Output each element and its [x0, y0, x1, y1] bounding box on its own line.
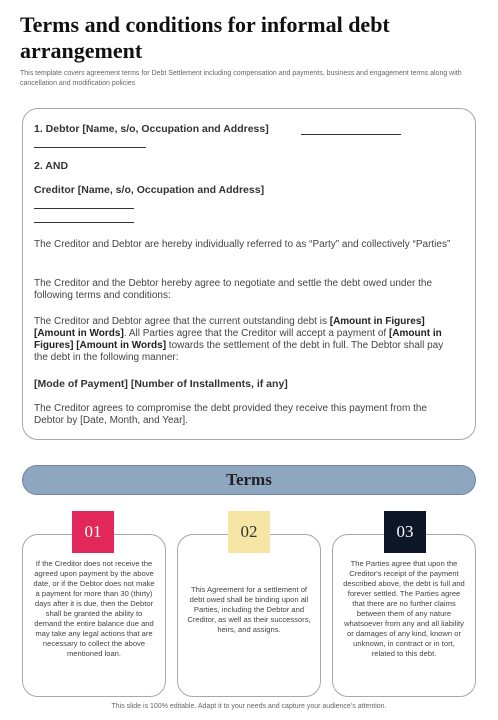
term-card-1	[22, 534, 166, 697]
debtor-name-line	[301, 134, 401, 135]
term-number-badge: 02	[228, 511, 270, 553]
mode-of-payment-heading: [Mode of Payment] [Number of Installments, if any]	[34, 378, 288, 390]
term-text: This Agreement for a settlement of debt owed shall be binding upon all Parties, including the Debtor and Creditor, as well as their successors, heirs, and assigns.	[187, 585, 311, 634]
term-card-3	[332, 534, 476, 697]
terms-heading-bar: Terms	[22, 465, 476, 495]
amount-placeholder-1: [Amount in Figures] [Amount in Words]	[34, 316, 425, 339]
agreement-card	[22, 108, 476, 440]
creditor-heading: Creditor [Name, s/o, Occupation and Address]	[34, 184, 265, 196]
agreement-intro-text: The Creditor and the Debtor hereby agree to negotiate and settle the debt owed under the following terms and conditions:	[34, 278, 433, 301]
term-card-2	[177, 534, 321, 697]
debtor-address-line	[34, 147, 146, 148]
term-number-badge: 03	[384, 511, 426, 553]
creditor-name-line	[34, 208, 134, 209]
term-text: The Parties agree that upon the Creditor's receipt of the payment described above, the debt is full and forever settled. The Parties agree that there are no further claims between them of any nature whatsoever from any and all liability or damages of any kind, known or unknown, in contract or in tort, related to this debt.	[343, 559, 465, 658]
page-title: Terms and conditions for informal debt arrangement	[20, 12, 390, 63]
term-text: If the Creditor does not receive the agreed upon payment by the above date, or if the Debtor does not make a payment for more than 30 (thirty) days after it is due, then the Debtor shall be granted the ability to demand the entire balance due and may take any legal actions that are necessary to collect the above mentioned loan.	[33, 559, 155, 658]
party-definition-text: The Creditor and Debtor are hereby individually referred to as “Party” and collectively “Parties”	[34, 239, 451, 250]
debtor-heading: 1. Debtor [Name, s/o, Occupation and Address]	[34, 123, 269, 135]
and-heading: 2. AND	[34, 160, 69, 172]
debt-amount-text: The Creditor and Debtor agree that the current outstanding debt is [Amount in Figures] [Amount in Words]. All Parties agree that the Creditor will accept a payment of [Amount in Figures] [Amount in Words] towards the settlement of the debt in full. The Debtor shall pay the debt in the following manner:	[34, 316, 444, 363]
page-subtitle: This template covers agreement terms for Debt Settlement including compensation and payments, business and engagement terms along with cancellation and modification policies	[20, 70, 462, 87]
amount-placeholder-2: [Amount in Figures] [Amount in Words]	[34, 328, 442, 351]
compromise-text: The Creditor agrees to compromise the debt provided they receive this payment from the Debtor by [Date, Month, and Year].	[34, 403, 427, 426]
creditor-address-line	[34, 222, 134, 223]
footer-note: This slide is 100% editable. Adapt it to your needs and capture your audience’s attention.	[111, 703, 387, 710]
term-number-badge: 01	[72, 511, 114, 553]
